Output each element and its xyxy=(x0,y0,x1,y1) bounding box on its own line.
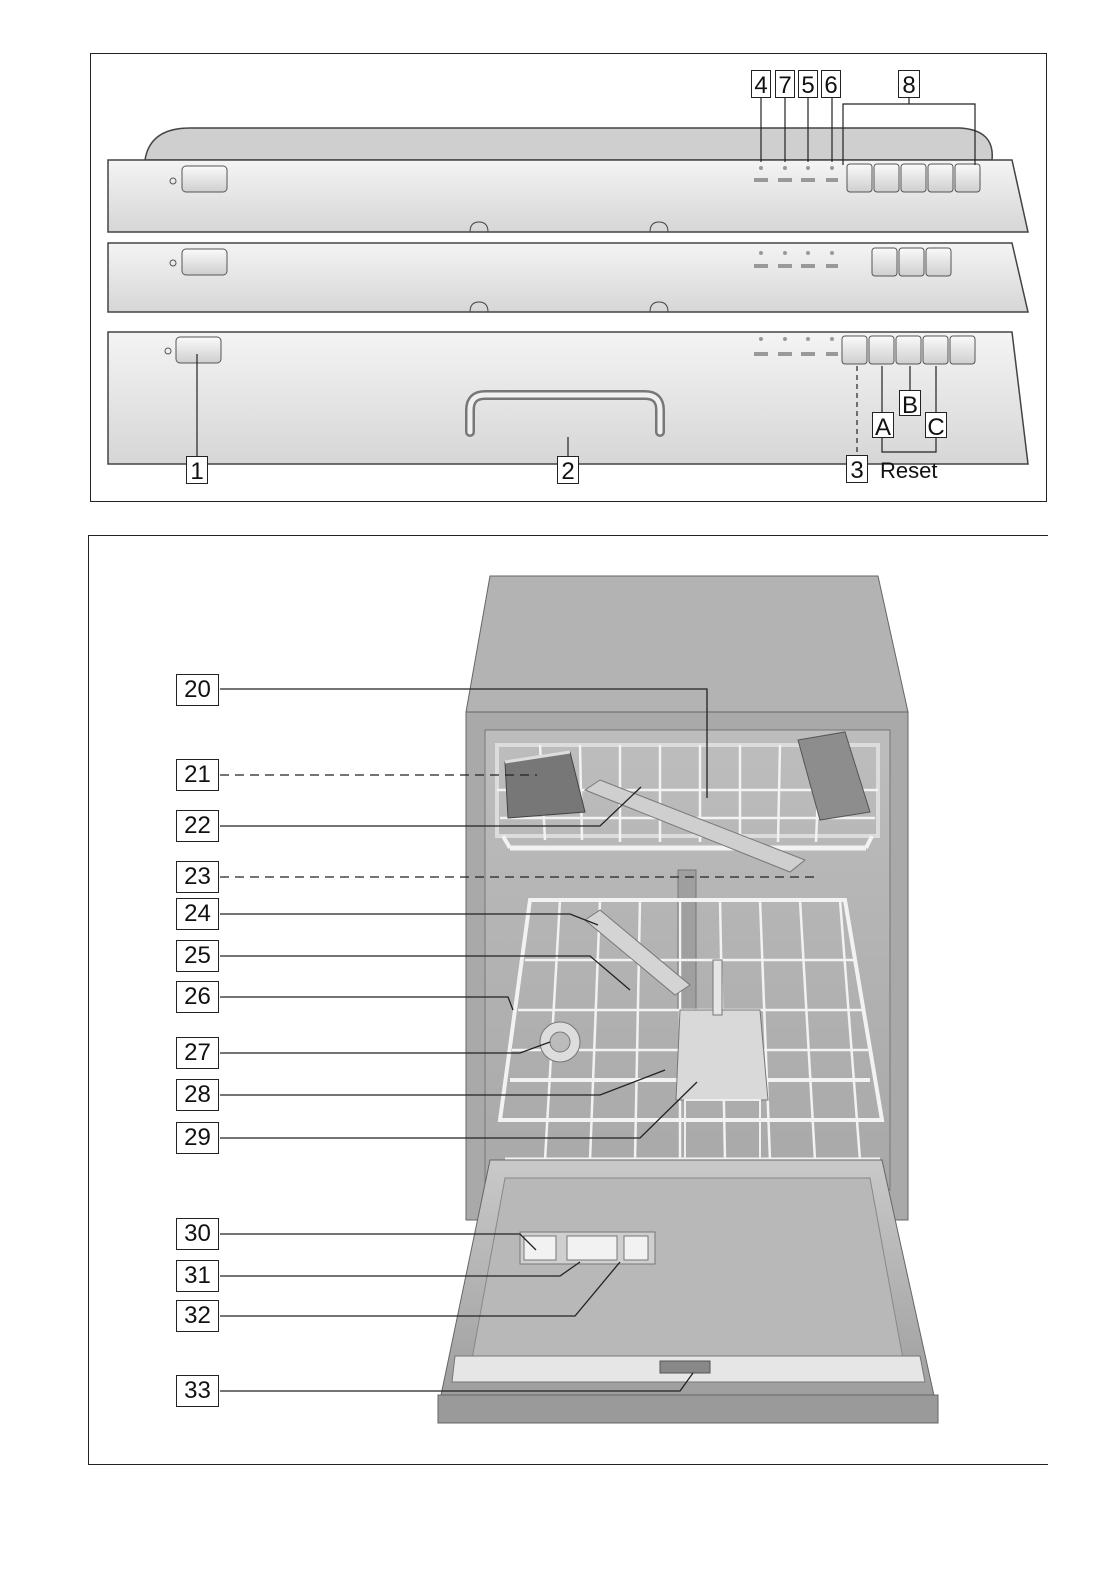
cutlery-basket xyxy=(676,1010,768,1100)
cabinet-top xyxy=(466,576,908,712)
callout-3: 3 xyxy=(846,455,868,483)
rating-plate xyxy=(660,1361,710,1373)
callout-8: 8 xyxy=(898,70,920,98)
callout-32: 32 xyxy=(176,1300,219,1332)
callout-7: 7 xyxy=(775,70,795,98)
callout-26: 26 xyxy=(176,981,219,1013)
callout-23: 23 xyxy=(176,861,219,893)
callout-A: A xyxy=(872,412,894,438)
callout-25: 25 xyxy=(176,940,219,972)
callout-6: 6 xyxy=(821,70,841,98)
callout-22: 22 xyxy=(176,810,219,842)
callout-C: C xyxy=(925,412,947,438)
callout-28: 28 xyxy=(176,1079,219,1111)
callout-20: 20 xyxy=(176,674,219,706)
callout-29: 29 xyxy=(176,1122,219,1154)
callout-5: 5 xyxy=(798,70,818,98)
callout-B: B xyxy=(899,390,921,416)
callout-2: 2 xyxy=(557,456,579,484)
callout-4: 4 xyxy=(751,70,771,98)
callout-24: 24 xyxy=(176,898,219,930)
detergent-dispenser xyxy=(520,1232,655,1264)
callout-30: 30 xyxy=(176,1218,219,1250)
reset-caption: Reset xyxy=(880,458,938,483)
callout-27: 27 xyxy=(176,1037,219,1069)
callout-31: 31 xyxy=(176,1260,219,1292)
callout-21: 21 xyxy=(176,759,219,791)
callout-33: 33 xyxy=(176,1375,219,1407)
callout-1: 1 xyxy=(186,456,208,484)
